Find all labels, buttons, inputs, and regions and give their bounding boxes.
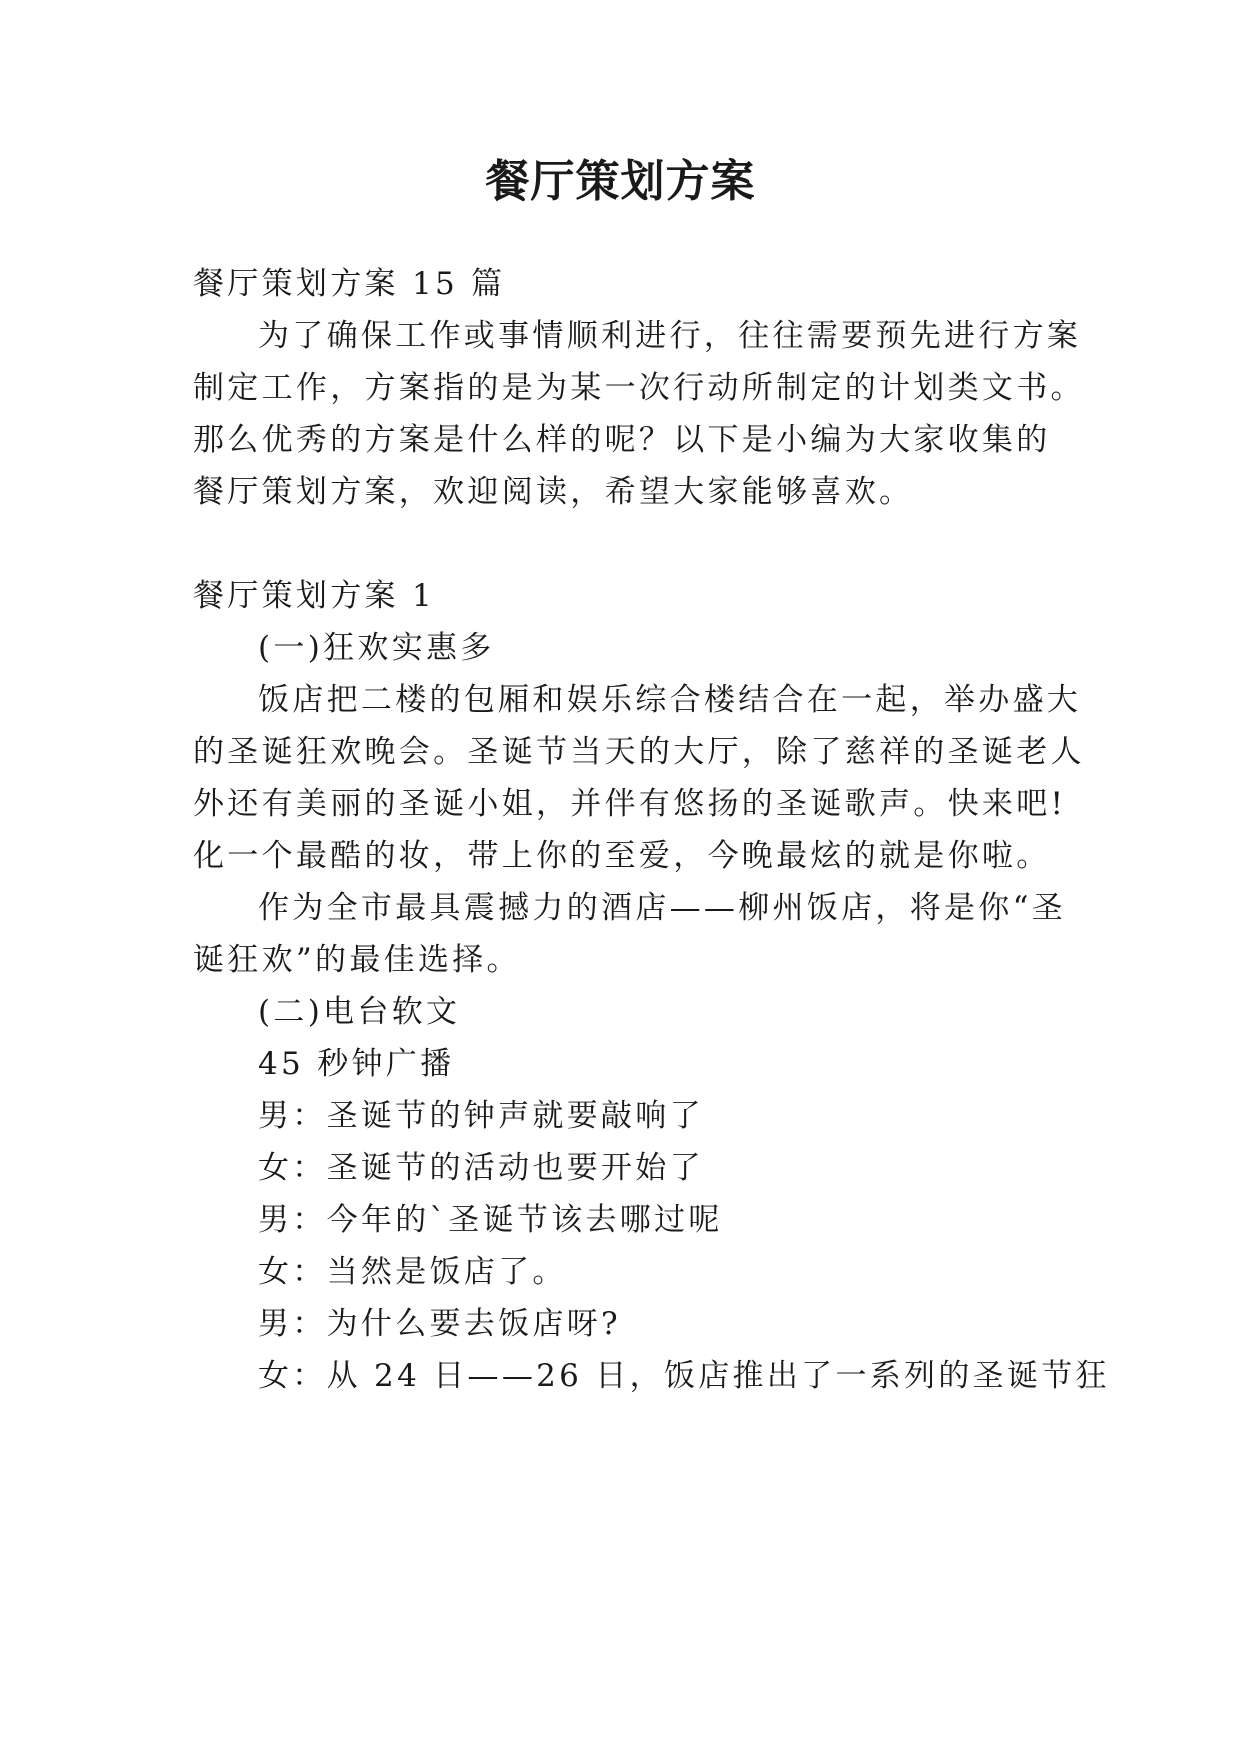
part-heading: (一)狂欢实惠多 — [258, 630, 495, 666]
paragraph-line: 的圣诞狂欢晚会。圣诞节当天的大厅，除了慈祥的圣诞老人 — [193, 734, 1085, 770]
broadcast-label: 45 秒钟广播 — [258, 1046, 455, 1082]
section-heading: 餐厅策划方案 1 — [193, 578, 435, 614]
paragraph-line: 化一个最酷的妆，带上你的至爱，今晚最炫的就是你啦。 — [193, 838, 1051, 874]
dialogue-line: 女：当然是饭店了。 — [258, 1254, 567, 1290]
intro-line: 制定工作，方案指的是为某一次行动所制定的计划类文书。 — [193, 370, 1085, 406]
dialogue-line: 男：圣诞节的钟声就要敲响了 — [258, 1098, 704, 1134]
dialogue-line: 男：今年的`圣诞节该去哪过呢 — [258, 1202, 723, 1238]
paragraph-line: 外还有美丽的圣诞小姐，并伴有悠扬的圣诞歌声。快来吧! — [193, 786, 1067, 822]
dialogue-line: 女：圣诞节的活动也要开始了 — [258, 1150, 704, 1186]
intro-line: 餐厅策划方案，欢迎阅读，希望大家能够喜欢。 — [193, 474, 914, 510]
part-heading: (二)电台软文 — [258, 994, 461, 1030]
dialogue-line: 女：从 24 日——26 日，饭店推出了一系列的圣诞节狂 — [258, 1358, 1110, 1394]
subtitle: 餐厅策划方案 15 篇 — [193, 266, 506, 302]
intro-line: 为了确保工作或事情顺利进行，往往需要预先进行方案 — [258, 318, 1082, 354]
paragraph-line: 作为全市最具震撼力的酒店——柳州饭店，将是你“圣 — [258, 890, 1067, 926]
document-title: 餐厅策划方案 — [485, 156, 756, 207]
paragraph-line: 诞狂欢”的最佳选择。 — [193, 942, 521, 978]
intro-line: 那么优秀的方案是什么样的呢？以下是小编为大家收集的 — [193, 422, 1051, 458]
dialogue-line: 男：为什么要去饭店呀? — [258, 1306, 621, 1342]
paragraph-line: 饭店把二楼的包厢和娱乐综合楼结合在一起，举办盛大 — [258, 682, 1082, 718]
